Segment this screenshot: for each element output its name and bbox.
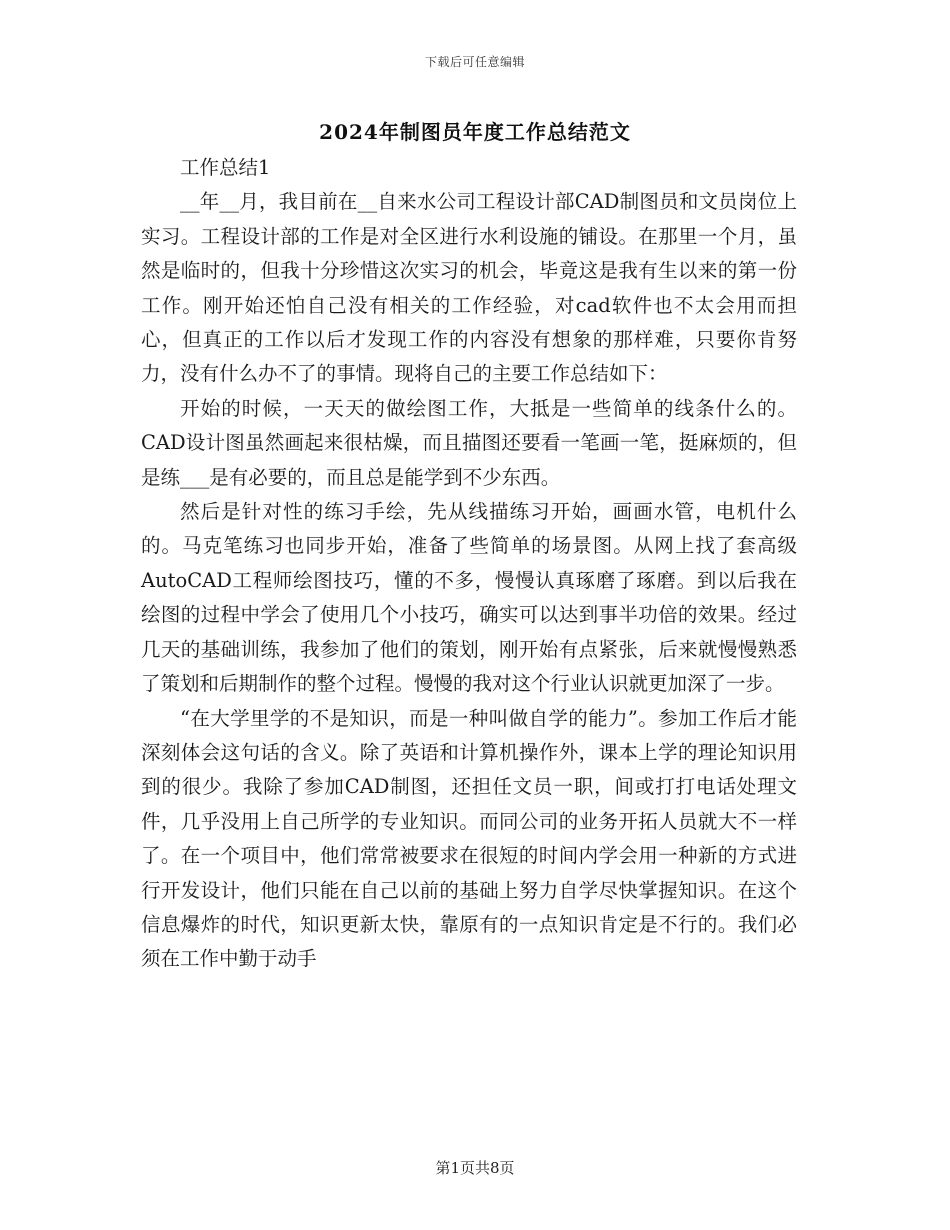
page-indicator: 第1页共8页 xyxy=(435,1159,515,1177)
paragraph: __年__月，我目前在__自来水公司工程设计部CAD制图员和文员岗位上实习。工程设计部的工作是对全区进行水利设施的铺设。在那里一个月，虽然是临时的，但我十分珍惜这次实习的机会，毕竟这是我有生以来的第一份工作。刚开始还怕自己没有相关的工作经验，对cad软件也不太会用而担心，但真正的工作以后才发现工作的内容没有想象的那样难，只要你肯努力，没有什么办不了的事情。现将自己的主要工作总结如下： xyxy=(141,190,797,386)
paragraph: 然后是针对性的练习手绘，先从线描练习开始，画画水管，电机什么的。马克笔练习也同步开始，准备了些简单的场景图。从网上找了套高级AutoCAD工程师绘图技巧，懂的不多，慢慢认真琢磨了琢磨。到以后我在绘图的过程中学会了使用几个小技巧，确实可以达到事半功倍的效果。经过几天的基础训练，我参加了他们的策划，刚开始有点紧张，后来就慢慢熟悉了策划和后期制作的整个过程。慢慢的我对这个行业认识就更加深了一步。 xyxy=(141,500,797,696)
document-body xyxy=(141,151,797,977)
paragraph: “在大学里学的不是知识，而是一种叫做自学的能力”。参加工作后才能深刻体会这句话的含义。除了英语和计算机操作外，课本上学的理论知识用到的很少。我除了参加CAD制图，还担任文员一职，间或打打电话处理文件，几乎没用上自己所学的专业知识。而同公司的业务开拓人员就大不一样了。在一个项目中，他们常常被要求在很短的时间内学会用一种新的方式进行开发设计，他们只能在自己以前的基础上努力自学尽快掌握知识。在这个信息爆炸的时代，知识更新太快，靠原有的一点知识肯定是不行的。我们必须在工作中勤于动手 xyxy=(141,706,797,971)
header-note: 下载后可任意编辑 xyxy=(424,55,525,69)
section-heading: 工作总结1 xyxy=(180,156,271,179)
paragraph: 开始的时候，一天天的做绘图工作，大抵是一些简单的线条什么的。CAD设计图虽然画起来很枯燥，而且描图还要看一笔画一笔，挺麻烦的，但是练___是有必要的，而且总是能学到不少东西。 xyxy=(141,396,797,489)
document-title: 2024年制图员年度工作总结范文 xyxy=(319,120,631,144)
